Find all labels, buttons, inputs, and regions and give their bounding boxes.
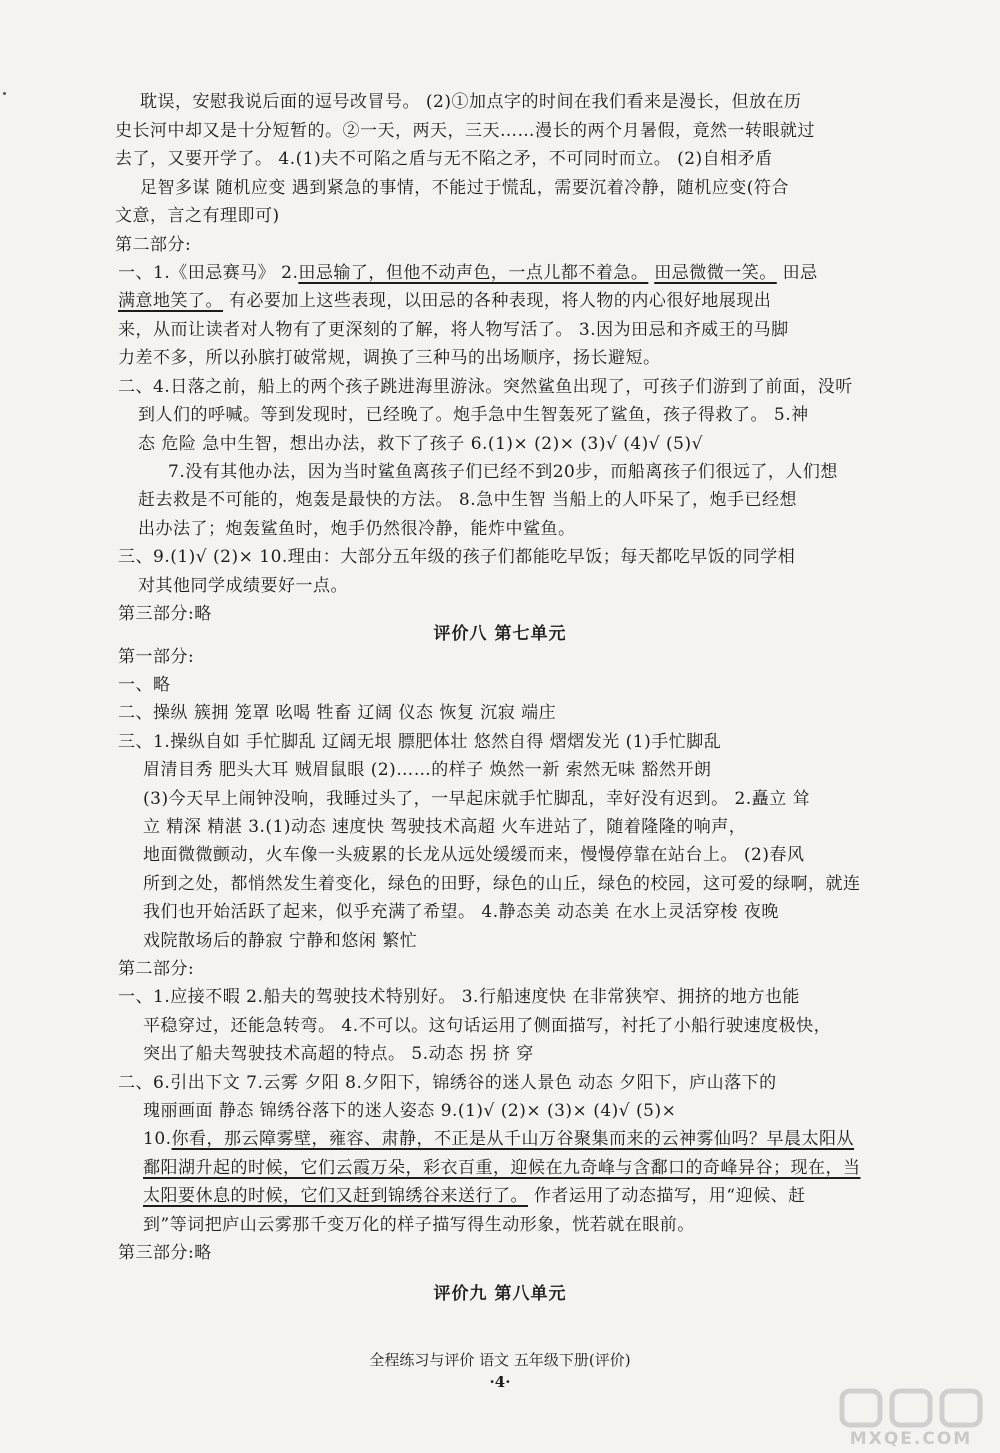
answer-line <box>115 146 773 172</box>
answer-line <box>143 814 746 840</box>
text-run: 第三部分:略 <box>118 1243 212 1263</box>
text-run: 到”等词把庐山云雾那千变万化的样子描写得生动形象，恍若就在眼前。 <box>143 1215 695 1235</box>
text-run: 10. <box>143 1129 172 1149</box>
answer-line <box>118 374 853 400</box>
answer-line <box>168 459 838 485</box>
answer-line <box>138 402 809 428</box>
footer-book-title: 全程练习与评价 语文 五年级下册(评价) <box>369 1351 631 1369</box>
answer-line <box>115 118 815 144</box>
answer-line <box>143 1212 695 1238</box>
answer-line <box>118 544 795 570</box>
section-heading: 评价九 第八单元 <box>433 1284 567 1304</box>
text-run: 地面微微颤动，火车像一头疲累的长龙从远处缓缓而来，慢慢停靠在站台上。 (2)春风 <box>143 845 805 865</box>
text-run: 对其他同学成绩要好一点。 <box>138 576 348 596</box>
text-run: 田忌 <box>776 263 818 283</box>
answer-line <box>138 516 576 542</box>
answer-line <box>118 729 721 755</box>
answer-line <box>115 203 280 229</box>
underlined-text: 鄱阳湖升起的时候，它们云霞万朵，彩衣百重，迎候在九奇峰与含鄱口的奇峰异谷；现在，当 <box>143 1158 861 1178</box>
text-run: 有必要加上这些表现，以田忌的各种表现，将人物的内心很好地展现出 <box>223 291 772 311</box>
answer-line <box>143 1098 676 1124</box>
watermark-logo-icon <box>836 1385 986 1431</box>
underlined-text: 太阳要休息的时候，它们又赶到锦绣谷来送行了。 <box>143 1186 528 1206</box>
underlined-text: 满意地笑了。 <box>118 291 223 311</box>
text-run: (3)今天早上闹钟没响，我睡过头了，一早起床就手忙脚乱，幸好没有迟到。 2.矗立 耸 <box>143 789 811 809</box>
underlined-text: 你看，那云障雾壁，雍容、肃静，不正是从千山万谷聚集而来的云神雾仙吗？早晨太阳从 <box>171 1129 855 1149</box>
answer-line <box>143 1041 534 1067</box>
answer-line <box>143 1126 854 1152</box>
text-run: 突出了船夫驾驶技术高超的特点。 5.动态 拐 挤 穿 <box>143 1044 534 1064</box>
answer-line <box>115 232 191 258</box>
answer-line <box>143 1155 861 1181</box>
text-run: 一、1.《田忌赛马》 2. <box>118 263 299 283</box>
text-run: 第二部分: <box>118 959 195 979</box>
page-number: ·4· <box>489 1373 511 1391</box>
text-run: 到人们的呼喊。等到发现时，已经晚了。炮手急中生智轰死了鲨鱼，孩子得救了。 5.神 <box>138 405 809 425</box>
answer-line <box>118 644 194 670</box>
answer-line <box>143 1013 831 1039</box>
answer-line <box>143 757 712 783</box>
answer-line <box>118 317 789 343</box>
answer-line <box>143 928 417 954</box>
text-run: 二、6.引出下文 7.云雾 夕阳 8.夕阳下，锦绣谷的迷人景色 动态 夕阳下，庐山落下的 <box>118 1073 777 1093</box>
answer-line <box>118 1070 777 1096</box>
text-run: 二、4.日落之前，船上的两个孩子跳进海里游泳。突然鲨鱼出现了，可孩子们游到了前面，没听 <box>118 377 853 397</box>
text-run: 第一部分: <box>118 647 195 667</box>
text-run: 来，从而让读者对人物有了更深刻的了解，将人物写活了。 3.因为田忌和齐威王的马脚 <box>118 320 789 340</box>
text-run: 三、1.操纵自如 手忙脚乱 辽阔无垠 膘肥体壮 悠然自得 熠熠发光 (1)手忙脚乱 <box>118 732 722 752</box>
watermark-logo <box>836 1385 986 1449</box>
text-run: 第二部分: <box>115 235 192 255</box>
answer-line <box>118 1240 212 1266</box>
text-run: 所到之处，都悄然发生着变化，绿色的田野，绿色的山丘，绿色的校园，这可爱的绿啊，就连 <box>143 874 861 894</box>
text-run: 耽误，安慰我说后面的逗号改冒号。 (2)①加点字的时间在我们看来是漫长，但放在历 <box>140 92 802 112</box>
answer-line <box>143 1183 806 1209</box>
text-run: 三、9.(1)√ (2)× 10.理由：大部分五年级的孩子们都能吃早饭；每天都吃早饭的同学相 <box>118 547 796 567</box>
text-run: 一、略 <box>118 675 171 695</box>
text-run: 眉清目秀 肥头大耳 贼眉鼠眼 (2)……的样子 焕然一新 索然无味 豁然开朗 <box>143 760 712 780</box>
answer-line <box>143 899 779 925</box>
answer-line <box>118 345 661 371</box>
text-run: 平稳穿过，还能急转弯。 4.不可以。这句话运用了侧面描写，衬托了小船行驶速度极快， <box>143 1016 832 1036</box>
text-run: 足智多谋 随机应变 遇到紧急的事情，不能过于慌乱，需要沉着冷静，随机应变(符合 <box>140 178 789 198</box>
watermark-text: MXQE.COM <box>849 1429 973 1449</box>
answer-line <box>118 700 556 726</box>
text-run: 二、操纵 簇拥 笼罩 吆喝 牲畜 辽阔 仪态 恢复 沉寂 端庄 <box>118 703 557 723</box>
text-run: 瑰丽画面 静态 锦绣谷落下的迷人姿态 9.(1)√ (2)× (3)× (4)√ (5)× <box>143 1101 677 1121</box>
text-run: 第三部分:略 <box>118 604 212 624</box>
text-run: 态 危险 急中生智，想出办法，救下了孩子 6.(1)× (2)× (3)√ (4)√ (5)√ <box>138 434 703 454</box>
underlined-text: 田忌微微一笑。 <box>654 263 777 283</box>
scan-mark <box>3 92 6 95</box>
text-run: 我们也开始活跃了起来，似乎充满了希望。 4.静态美 动态美 在水上灵活穿梭 夜晚 <box>143 902 779 922</box>
text-run: 戏院散场后的静寂 宁静和悠闲 繁忙 <box>143 931 418 951</box>
text-run: 赶去救是不可能的，炮轰是最快的方法。 8.急中生智 当船上的人吓呆了，炮手已经想 <box>138 490 798 510</box>
text-run: 立 精深 精湛 3.(1)动态 速度快 驾驶技术高超 火车进站了，随着隆隆的响声， <box>143 817 747 837</box>
text-run: 出办法了；炮轰鲨鱼时，炮手仍然很冷静，能炸中鲨鱼。 <box>138 519 576 539</box>
section-heading: 评价八 第七单元 <box>433 624 567 644</box>
answer-line <box>118 260 818 286</box>
text-run: 一、1.应接不暇 2.船夫的驾驶技术特别好。 3.行船速度快 在非常狭窄、拥挤的地方也能 <box>118 987 800 1007</box>
answer-line <box>138 431 703 457</box>
underlined-text: 田忌输了，但他不动声色，一点儿都不着急。 <box>298 263 649 283</box>
answer-line <box>138 487 797 513</box>
text-run: 去了，又要开学了。 4.(1)夫不可陷之盾与无不陷之矛，不可同时而立。 (2)自相矛盾 <box>115 149 773 169</box>
answer-line <box>143 842 804 868</box>
answer-line <box>143 871 861 897</box>
answer-line <box>140 175 789 201</box>
text-run: 史长河中却又是十分短暂的。②一天，两天，三天……漫长的两个月暑假，竟然一转眼就过 <box>115 121 815 141</box>
text-run: 文意，言之有理即可) <box>115 206 280 226</box>
answer-line <box>140 89 801 115</box>
answer-line <box>143 786 810 812</box>
text-run: 7.没有其他办法，因为当时鲨鱼离孩子们已经不到20步，而船离孩子们很远了，人们想 <box>168 462 838 482</box>
answer-line <box>118 288 771 314</box>
answer-line <box>118 956 194 982</box>
text-run: 作者运用了动态描写，用“迎候、赶 <box>528 1186 806 1206</box>
answer-line <box>138 573 348 599</box>
text-run: 力差不多，所以孙膑打破常规，调换了三种马的出场顺序，扬长避短。 <box>118 348 661 368</box>
answer-line <box>118 984 800 1010</box>
answer-line <box>118 672 171 698</box>
